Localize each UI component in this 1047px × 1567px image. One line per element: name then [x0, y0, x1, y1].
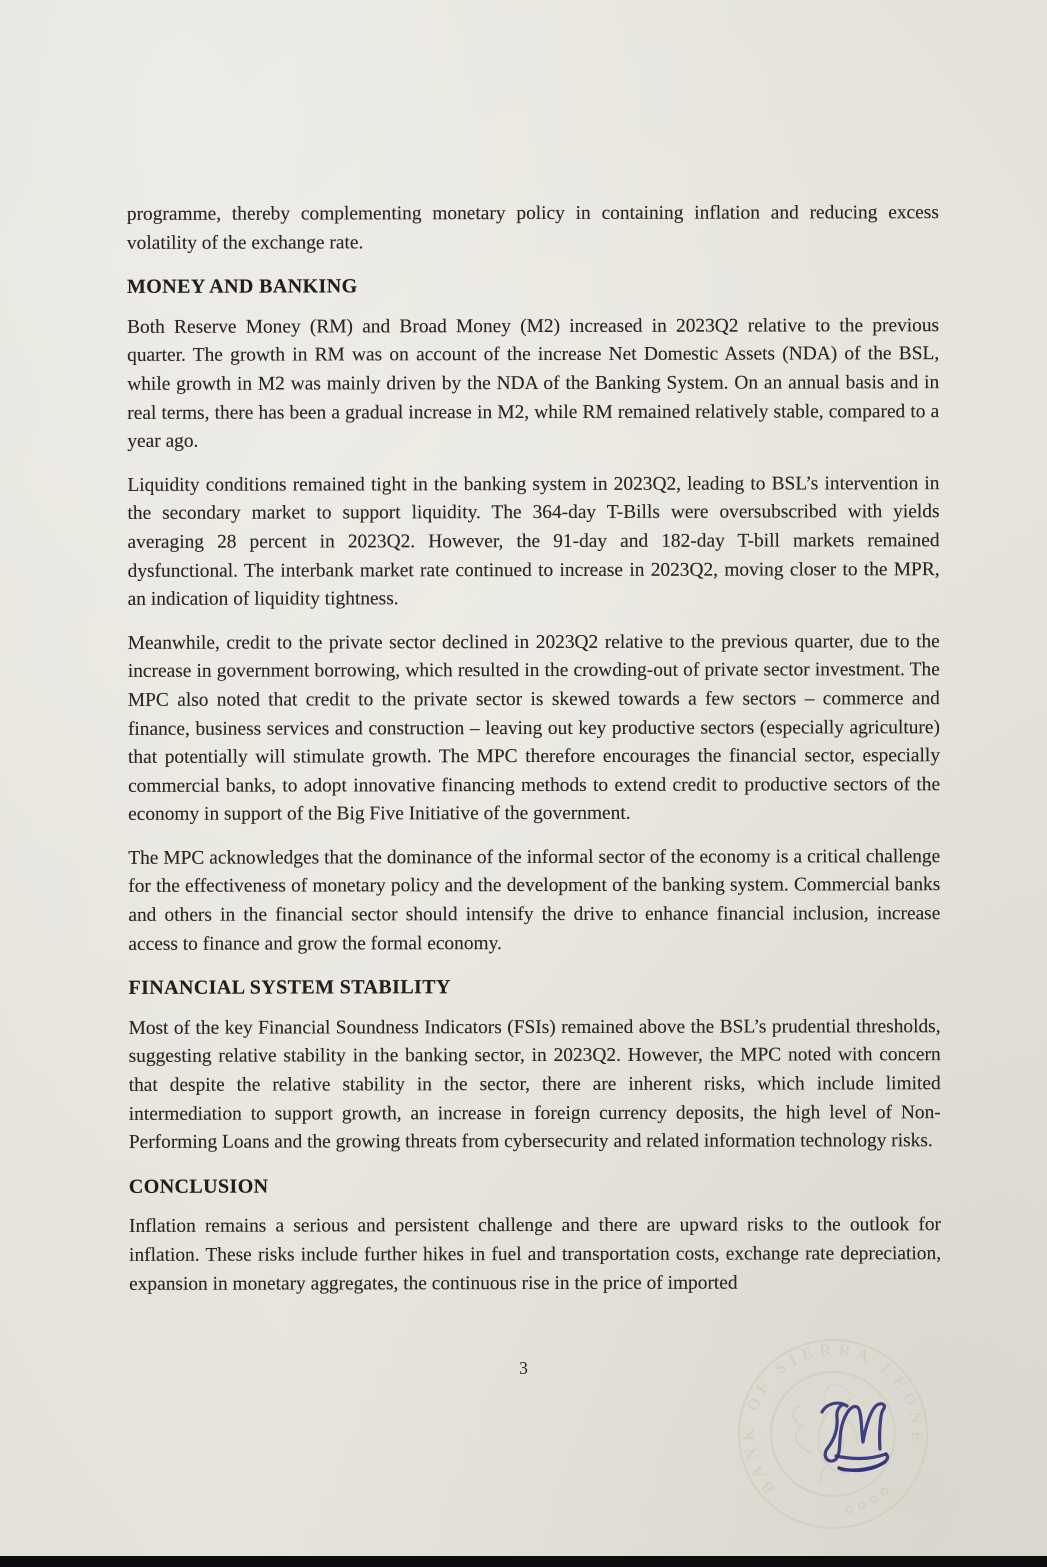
paragraph-money-banking-3: Meanwhile, credit to the private sector declined in 2023Q2 relative to the previous quarter, due to the increase in government borrowing, which resulted in the crowding-out of private sector investment. The MPC also noted that credit to the private sector is skewed towards a few sectors – commerce and finance, business services and construction – leaving out key productive sectors (especially agriculture) that potentially will stimulate growth. The MPC therefore encourages the financial sector, especially commercial banks, to adopt innovative financing methods to extend credit to productive sectors of the economy in support of the Big Five Initiative of the government.: [127, 630, 941, 826]
scan-edge-black-bar: [0, 1556, 1047, 1567]
paragraph-continuation: programme, thereby complementing monetary policy in containing inflation and reducing excess volatility of the exchange rate.: [126, 202, 939, 254]
paragraph-money-banking-2: Liquidity conditions remained tight in the banking system in 2023Q2, leading to BSL’s intervention in the secondary market to support liquidity. The 364-day T-Bills were oversubscribed with yields averaging 28 percent in 2023Q2. However, the 91-day and 182-day T-bill markets remained dysfunctional. The interbank market rate continued to increase in 2023Q2, moving closer to the MPR, an indication of liquidity tightness.: [127, 472, 940, 610]
paragraph-financial-stability-1: Most of the key Financial Soundness Indicators (FSIs) remained above the BSL’s prudential thresholds, suggesting relative stability in the banking sector, in 2023Q2. However, the MPC noted with concern that despite the relative stability in the sector, there are inherent risks, which include limited intermediation to support growth, an increase in foreign currency deposits, the high level of Non-Performing Loans and the growing threats from cybersecurity and related information technology risks.: [128, 1015, 941, 1154]
page-number: 3: [519, 1358, 528, 1378]
section-heading-financial-system-stability: FINANCIAL SYSTEM STABILITY: [128, 976, 451, 1000]
section-heading-money-and-banking: MONEY AND BANKING: [126, 275, 358, 299]
paragraph-conclusion-1: Inflation remains a serious and persistent challenge and there are upward risks to the outlook for inflation. These risks include further hikes in fuel and transportation costs, exchange rate depreciation, expansion in monetary aggregates, the continuous rise in the price of imported: [128, 1214, 942, 1295]
seal-arc-text: BANK OF SIERRA LEONE: [738, 1339, 928, 1498]
section-heading-conclusion: CONCLUSION: [128, 1175, 269, 1198]
signature-stroke-main: [822, 1403, 884, 1461]
signature-underline-1: [836, 1454, 886, 1458]
paragraph-money-banking-1: Both Reserve Money (RM) and Broad Money (M2) increased in 2023Q2 relative to the previous quarter. The growth in RM was on account of the increase Net Domestic Assets (NDA) of the BSL, while growth in M2 was mainly driven by the NDA of the Banking System. On an annual basis and in real terms, there has been a gradual increase in M2, while RM remained relatively stable, compared to a year ago.: [127, 314, 940, 453]
signature-ink: [810, 1392, 905, 1487]
page-content: [127, 199, 941, 1314]
signature-underline-2: [839, 1462, 885, 1470]
paragraph-money-banking-4: The MPC acknowledges that the dominance of the informal sector of the economy is a critical challenge for the effectiveness of monetary policy and the development of the banking system. Commercial banks and others in the financial sector should intensify the drive to enhance financial inclusion, increase access to finance and grow the formal economy.: [128, 846, 941, 955]
